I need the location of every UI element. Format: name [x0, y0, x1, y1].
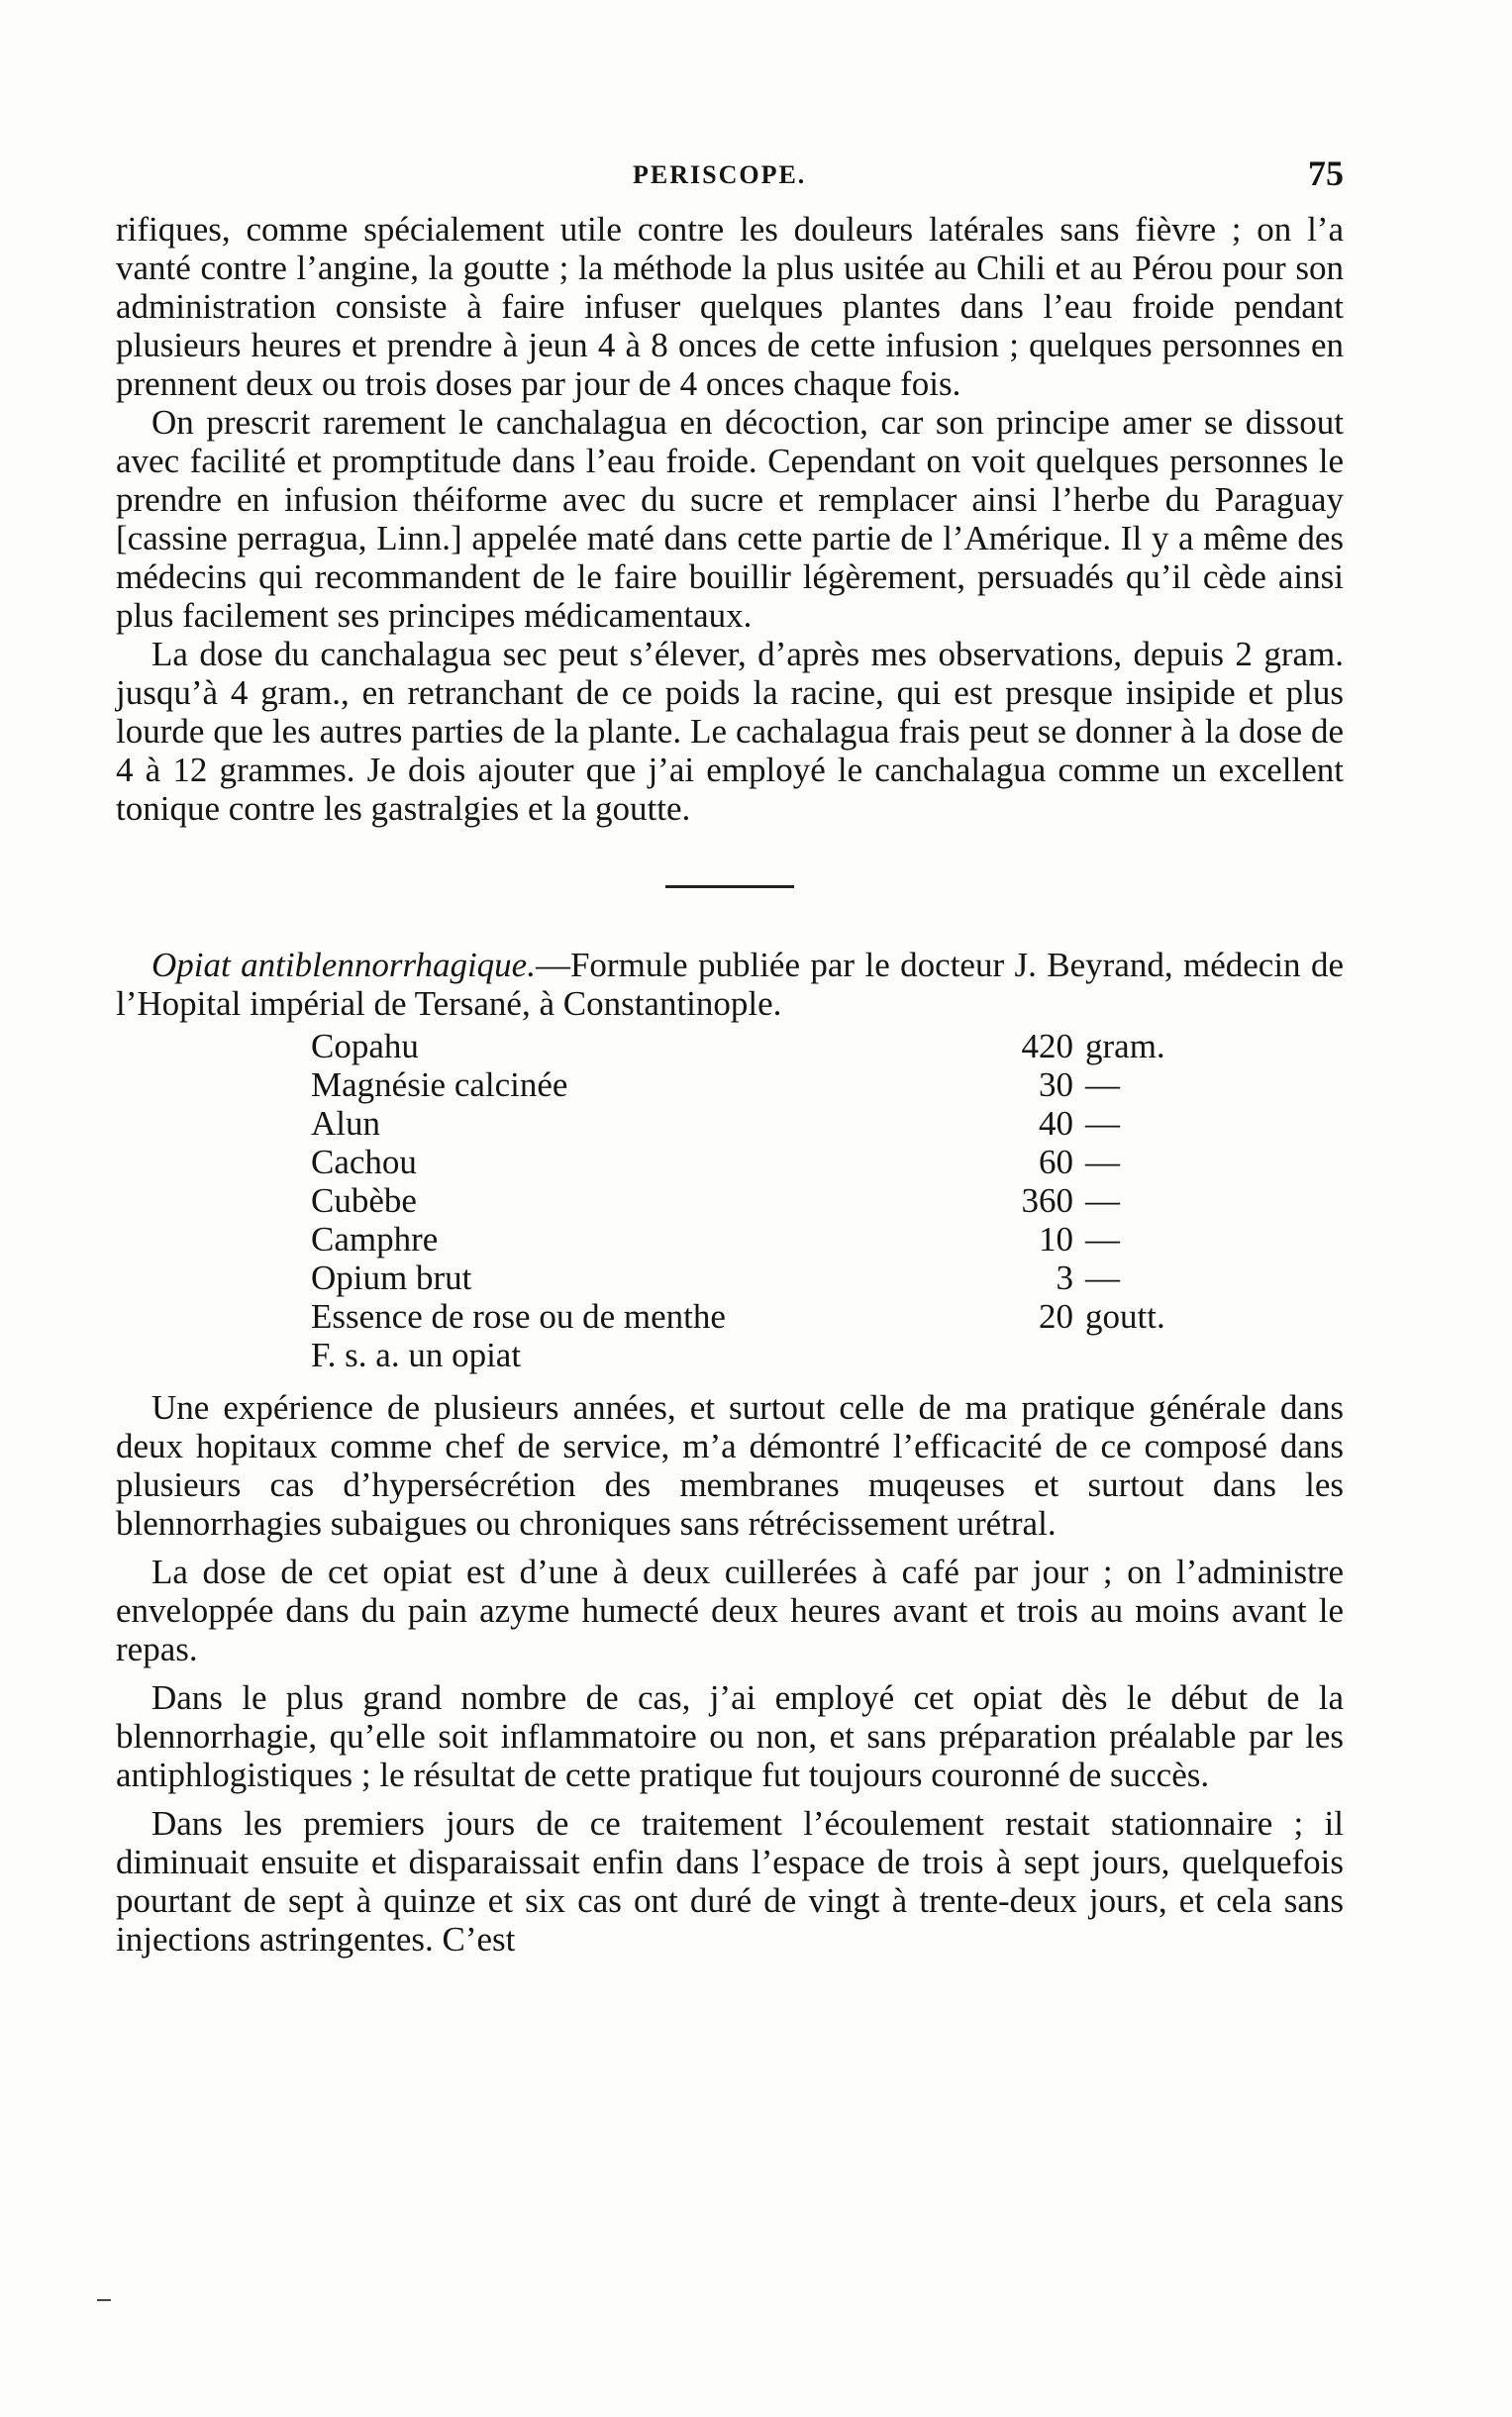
paragraph: Une expérience de plusieurs années, et surtout celle de ma pratique générale dans deux hopitaux comme chef de service, m’a démontré l’efficacité de ce composé dans plusieurs cas d’hypersécrétion des membranes muqeuses et surtout dans les blennorrhagies subaigues ou chroniques sans rétrécissement urétral. — [116, 1388, 1344, 1543]
recipe-row — [311, 1297, 1202, 1336]
ingredient-name: Camphre — [311, 1220, 439, 1259]
recipe-table — [311, 1027, 1202, 1374]
section-canchalagua — [116, 210, 1344, 828]
section-divider — [665, 885, 794, 888]
recipe-note: F. s. a. un opiat — [311, 1336, 522, 1374]
ingredient-unit: — — [1085, 1259, 1120, 1297]
ingredient-quantity: 30 — [1039, 1065, 1073, 1104]
ingredient-quantity: 40 — [1039, 1104, 1073, 1143]
book-page — [116, 149, 1344, 1968]
paragraph: rifiques, comme spécialement utile contre les douleurs latérales sans fièvre ; on l’a vanté contre l’angine, la goutte ; la méthode la plus usitée au Chili et au Pérou pour son administration consiste à faire infuser quelques plantes dans l’eau froide pendant plusieurs heures et prendre à jeun 4 à 8 onces de cette infusion ; quelques personnes en prennent deux ou trois doses par jour de 4 onces chaque fois. — [116, 210, 1344, 403]
paragraph: On prescrit rarement le canchalagua en décoction, car son principe amer se dissout avec facilité et promptitude dans l’eau froide. Cependant on voit quelques personnes le prendre en infusion théiforme avec du sucre et remplacer ainsi l’herbe du Paraguay [cassine perragua, Linn.] appelée maté dans cette partie de l’Amérique. Il y a même des médecins qui recommandent de le faire bouillir légèrement, persuadés qu’il cède ainsi plus facilement ses principes médicamentaux. — [116, 403, 1344, 635]
ingredient-name: Cubèbe — [311, 1181, 417, 1220]
ingredient-unit: — — [1085, 1065, 1120, 1104]
recipe-row — [311, 1143, 1202, 1181]
ingredient-quantity: 10 — [1039, 1220, 1073, 1259]
ingredient-name: Copahu — [311, 1027, 419, 1065]
running-head: PERISCOPE. — [633, 160, 807, 189]
scan-mark — [97, 2299, 111, 2301]
ingredient-quantity: 420 — [1021, 1027, 1073, 1065]
ingredient-quantity: 20 — [1039, 1297, 1073, 1336]
ingredient-unit: goutt. — [1085, 1297, 1165, 1336]
recipe-row — [311, 1220, 1202, 1259]
ingredient-name: Magnésie calcinée — [311, 1065, 568, 1104]
recipe-row — [311, 1181, 1202, 1220]
formula-intro — [116, 946, 1344, 1023]
ingredient-name: Opium brut — [311, 1259, 472, 1297]
ingredient-name: Cachou — [311, 1143, 417, 1181]
ingredient-quantity: 3 — [1056, 1259, 1073, 1297]
ingredient-quantity: 60 — [1039, 1143, 1073, 1181]
ingredient-quantity: 360 — [1021, 1181, 1073, 1220]
paragraph: Dans les premiers jours de ce traitement l’écoulement restait stationnaire ; il diminuait ensuite et disparaissait enfin dans l’espace de trois à sept jours, quelquefois pourtant de sept à quinze et six cas ont duré de vingt à trente-deux jours, et cela sans injections astringentes. C’est — [116, 1804, 1344, 1959]
page-number: 75 — [1308, 153, 1344, 193]
paragraph: Dans le plus grand nombre de cas, j’ai employé cet opiat dès le début de la blennorrhagie, qu’elle soit inflammatoire ou non, et sans préparation préalable par les antiphlogistiques ; le résultat de cette pratique fut toujours couronné de succès. — [116, 1678, 1344, 1794]
recipe-row — [311, 1065, 1202, 1104]
ingredient-name: Alun — [311, 1104, 380, 1143]
ingredient-unit: — — [1085, 1220, 1120, 1259]
section-opiat — [116, 946, 1344, 1959]
paragraph: La dose de cet opiat est d’une à deux cuillerées à café par jour ; on l’administre enveloppée dans du pain azyme humecté deux heures avant et trois au moins avant le repas. — [116, 1553, 1344, 1668]
recipe-row — [311, 1027, 1202, 1065]
formula-intro-text: —Formule publiée par le docteur J. Beyrand, médecin de l’Hopital impérial de Tersané, à Constantinople. — [116, 946, 1345, 1023]
ingredient-unit: gram. — [1085, 1027, 1165, 1065]
opiat-discussion — [116, 1388, 1344, 1959]
formula-title: Opiat antiblennorrhagique. — [151, 946, 536, 984]
ingredient-name: Essence de rose ou de menthe — [311, 1297, 726, 1336]
ingredient-unit: — — [1085, 1104, 1120, 1143]
paragraph: La dose du canchalagua sec peut s’élever, d’après mes observations, depuis 2 gram. jusqu’à 4 gram., en retranchant de ce poids la racine, qui est presque insipide et plus lourde que les autres parties de la plante. Le cachalagua frais peut se donner à la dose de 4 à 12 grammes. Je dois ajouter que j’ai employé le canchalagua comme un excellent tonique contre les gastralgies et la goutte. — [116, 635, 1344, 828]
recipe-row — [311, 1259, 1202, 1297]
page-header — [116, 149, 1344, 196]
ingredient-unit: — — [1085, 1143, 1120, 1181]
ingredient-unit: — — [1085, 1181, 1120, 1220]
recipe-row — [311, 1104, 1202, 1143]
